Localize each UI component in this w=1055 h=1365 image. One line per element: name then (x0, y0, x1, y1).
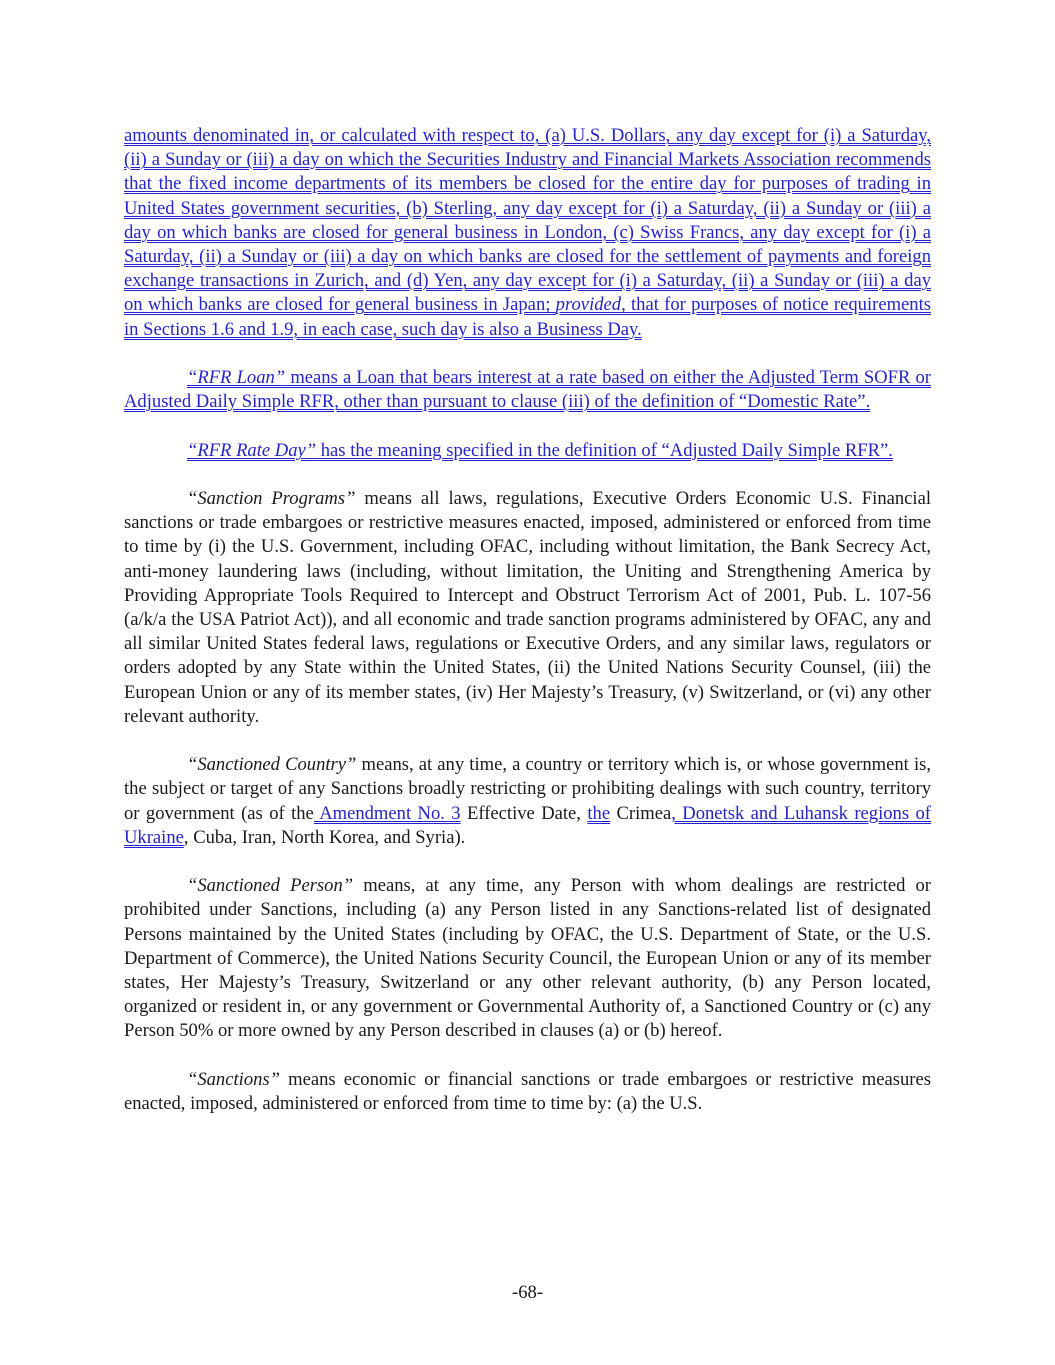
definition-text: means economic or financial sanctions or trade embargoes or restrictive measures enacted, imposed, administered or enforced from time to time by: (a) the U.S. (124, 1068, 931, 1115)
defined-term: “Sanctioned Country” (187, 754, 357, 776)
defined-term: “Sanctioned Person” (187, 875, 354, 897)
inserted-text: , Donetsk and Luhansk regions of Ukraine (124, 802, 931, 848)
business-day-text: amounts denominated in, or calculated with respect to, (a) U.S. Dollars, any day except for (i) a Saturday, (ii) a Sunday or (iii) a day on which the Securities Industry and Financial Markets Association recommends that the fixed income departments of its members be closed for the entire day for purposes of trading in United States government securities, (b) Sterling, any day except for (i) a Saturday, (ii) a Sunday or (iii) a day on which banks are closed for general business in London, (c) Swiss Francs, any day except for (i) a Saturday, (ii) a Sunday or (iii) a day on which banks are closed for the settlement of payments and foreign exchange transactions in Zurich, and (d) Yen, any day except for (i) a Saturday, (ii) a Sunday or (iii) a day on which banks are closed for general business in Japan; (124, 125, 931, 316)
defined-term: “RFR Loan” (187, 367, 286, 389)
sanctioned-country-definition (124, 753, 931, 850)
definition-text: means a Loan that bears interest at a rate based on either the Adjusted Term SOFR or Adjusted Daily Simple RFR, other than pursuant to clause (iii) of the definition of “Domestic Rate”. (124, 367, 931, 413)
definition-text: means, at any time, a country or territory which is, or whose government is, the subject or target of any Sanctions broadly restricting or prohibiting dealings with such country, territory or government (as of the (124, 754, 931, 824)
provided-term: provided (555, 294, 622, 316)
defined-term: “Sanctions” (187, 1068, 280, 1090)
document-page (124, 124, 931, 1140)
definition-text: has the meaning specified in the definition of “Adjusted Daily Simple RFR”. (316, 439, 893, 461)
sanctions-definition (124, 1068, 931, 1116)
business-day-tail: , that for purposes of notice requirements in Sections 1.6 and 1.9, in each case, such day is also a Business Day. (124, 294, 931, 340)
inserted-text (187, 440, 893, 461)
inserted-text: Amendment No. 3 (313, 802, 461, 824)
definition-text: means, at any time, any Person with whom dealings are restricted or prohibited under Sanctions, including (a) any Person listed in any Sanctions-related list of designated Persons maintained by the United States (including by OFAC, the U.S. Department of State, or the U.S. Department of Commerce), the United Nations Security Council, the European Union or any of its member states, Her Majesty’s Treasury, Switzerland or any other relevant authority, (b) any Person located, organized or resident in, or any government or Governmental Authority of, a Sanctioned Country or (c) any Person 50% or more owned by any Person described in clauses (a) or (b) hereof. (124, 875, 931, 1042)
defined-term: “Sanction Programs” (187, 488, 356, 509)
business-day-definition-continuation (124, 124, 931, 342)
definition-text: , Cuba, Iran, North Korea, and Syria). (183, 826, 466, 848)
rfr-loan-definition (124, 366, 931, 414)
definition-text: Effective Date, (460, 802, 588, 824)
inserted-text (124, 125, 931, 340)
defined-term: “RFR Rate Day” (187, 439, 317, 461)
definition-text: Crimea (610, 802, 672, 824)
inserted-text (124, 367, 931, 412)
sanctioned-person-definition (124, 874, 931, 1043)
inserted-text: the (587, 802, 611, 824)
sanction-programs-definition (124, 487, 931, 729)
page-number: -68- (512, 1282, 543, 1303)
definition-text: means all laws, regulations, Executive Orders Economic U.S. Financial sanctions or trade embargoes or restrictive measures enacted, imposed, administered or enforced from time to time by (i) the U.S. Government, including OFAC, including without limitation, the Bank Secrecy Act, anti-money laundering laws (including, without limitation, the Uniting and Strengthening America by Providing Appropriate Tools Required to Intercept and Obstruct Terrorism Act of 2001, Pub. L. 107-56 (a/k/a the USA Patriot Act)), and all economic and trade sanction programs administered by OFAC, any and all similar United States federal laws, regulations or Executive Orders, and any similar laws, regulators or orders adopted by any State within the United States, (ii) the United Nations Security Counsel, (iii) the European Union or any of its member states, (iv) Her Majesty’s Treasury, (v) Switzerland, or (vi) any other relevant authority. (124, 488, 931, 727)
rfr-rate-day-definition (124, 439, 931, 463)
